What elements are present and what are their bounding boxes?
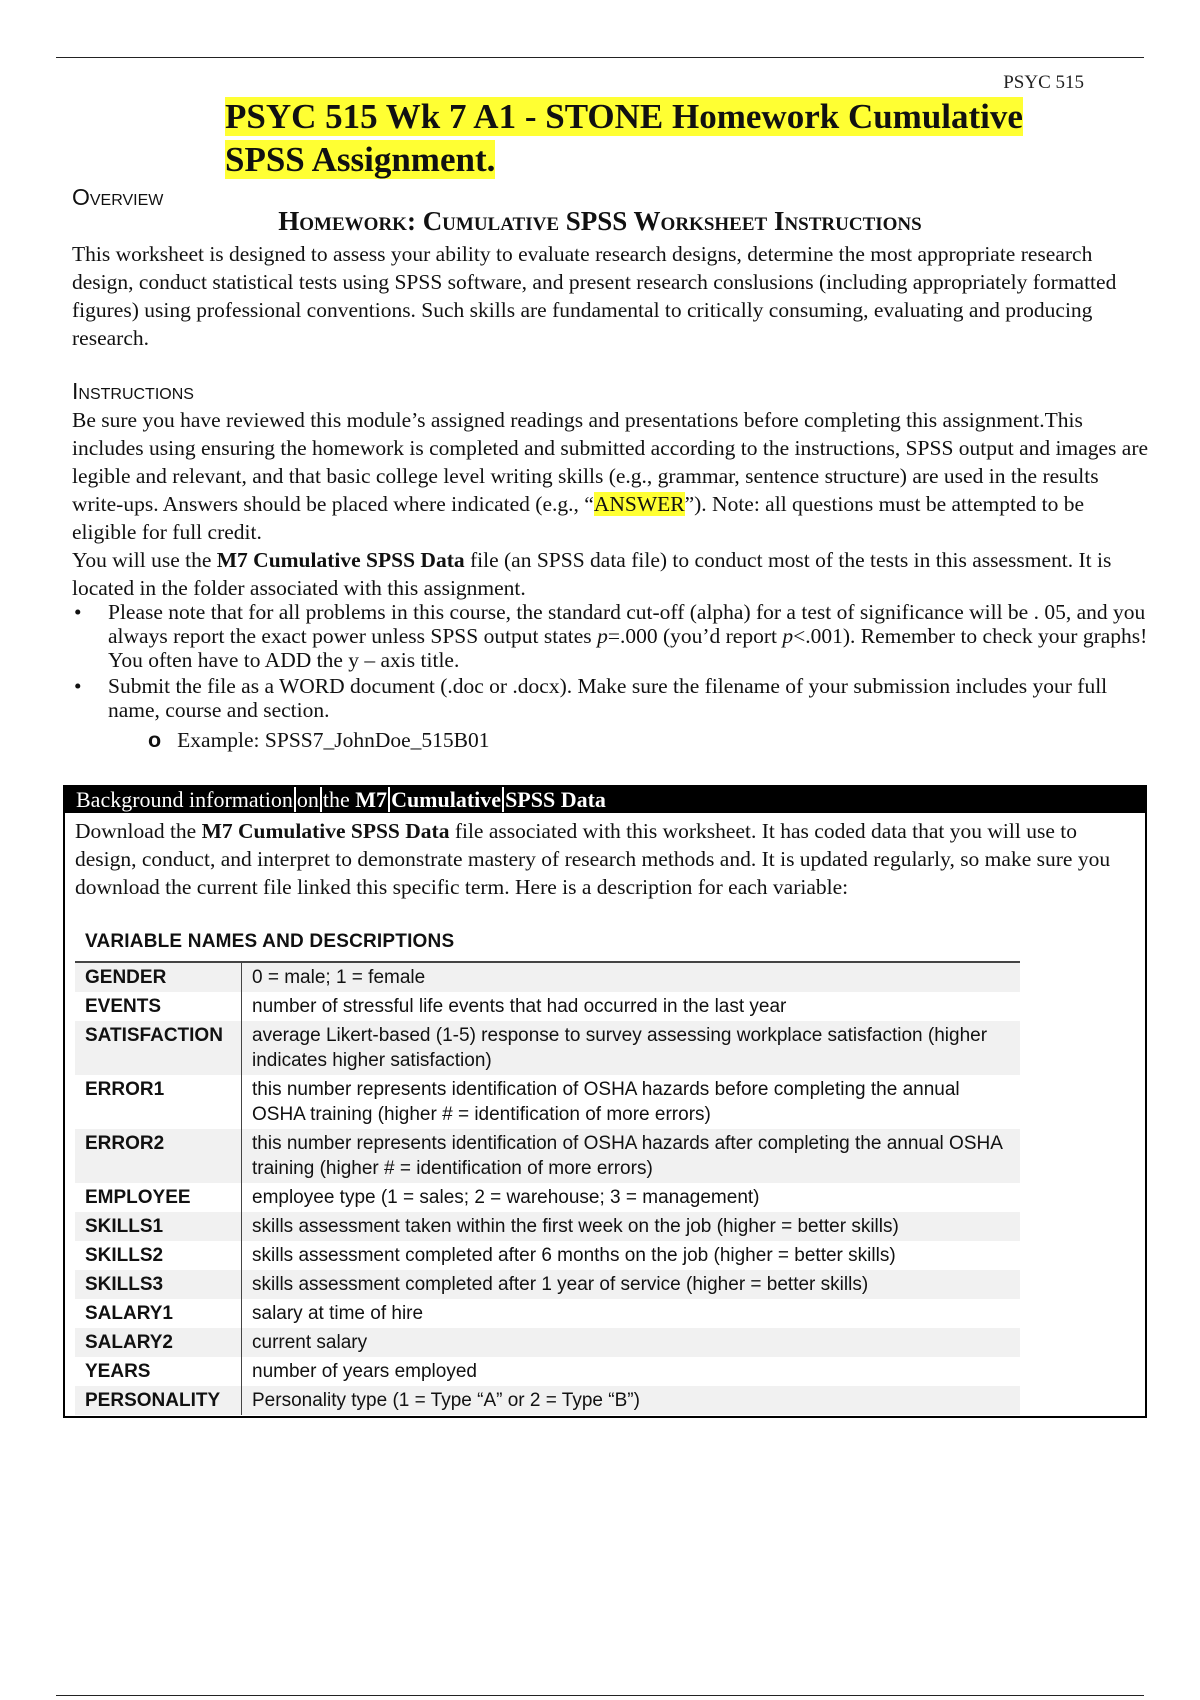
table-row [75,1328,1020,1357]
variable-description: this number represents identification of OSHA hazards after completing the annual OSHA training (higher # = identification of more errors) [242,1129,1021,1183]
m7-data-name: M7 Cumulative SPSS Data [216,548,465,572]
title-line-1: PSYC 515 Wk 7 A1 - STONE Homework Cumulative [225,97,1023,136]
bullet-alpha-text-3: <.001). Remember to check your graphs! You often have to ADD the y – axis title. [108,624,1148,672]
bullet-submit [72,674,1152,722]
bullet-alpha-text-1: Please note that for all problems in this course, the standard cut-off (alpha) for a test of significance will be . 05, and you always report the exact power unless SPSS output states [108,600,1146,648]
table-row [75,1299,1020,1328]
table-row [75,1212,1020,1241]
variable-description: salary at time of hire [252,1303,424,1324]
variable-description: current salary [242,1328,1021,1357]
variable-name: YEARS [75,1357,242,1386]
instructions-paragraph [72,406,1152,546]
top-rule [56,57,1144,58]
table-row [75,1021,1020,1075]
table-row [75,962,1020,992]
variable-name: SATISFACTION [75,1021,242,1075]
variable-name: SKILLS1 [75,1212,242,1241]
variable-description: 0 = male; 1 = female [242,962,1021,992]
variable-description: skills assessment completed after 1 year of service (higher = better skills) [242,1270,1021,1299]
example-filename: Example: SPSS7_JohnDoe_515B01 [177,728,490,752]
running-header: PSYC 515 [1003,72,1084,93]
overview-heading: Overview [72,184,164,210]
background-info-text [65,813,1145,901]
bullet-dot-icon: • [74,674,82,698]
table-row [75,1075,1020,1129]
instructions-heading: Instructions [72,378,194,404]
worksheet-subtitle: Homework: Cumulative SPSS Worksheet Instructions [278,206,922,236]
variables-table [75,961,1020,1415]
bullet-submit-text: Submit the file as a WORD document (.doc or .docx). Make sure the filename of your submission includes your full name, course and section. [108,674,1108,722]
table-row [75,1357,1020,1386]
table-row [75,1183,1020,1212]
overview-paragraph: This worksheet is designed to assess your ability to evaluate research designs, determine the most appropriate research design, conduct statistical tests using SPSS software, and present research conslusions (including appropriately formatted figures) using professional conventions. Such skills are fundamental to critically consuming, evaluating and producing research. [72,242,1117,350]
variable-name: ERROR1 [75,1075,242,1129]
background-text-start: Download the [75,819,202,843]
p-symbol-2: p [782,624,794,648]
document-title [225,95,1105,181]
header-segment-text: the [322,787,356,812]
circle-bullet-icon: o [148,728,162,752]
variable-name: SALARY1 [75,1299,242,1328]
p-symbol: p [597,624,608,648]
variable-description: employee type (1 = sales; 2 = warehouse; 3 = management) [252,1187,760,1208]
instructions-text-end: ”). Note: all questions must be attempted to be eligible for full credit. [72,492,1085,544]
table-row [75,1241,1020,1270]
variable-description: skills assessment taken within the first week on the job (higher = better skills) [242,1212,1021,1241]
variable-name: ERROR2 [75,1129,242,1183]
variables-table-title: VARIABLE NAMES AND DESCRIPTIONS [85,931,455,952]
header-segment: Background information [76,787,293,812]
title-line-2: SPSS Assignment. [225,140,496,179]
table-row [75,1270,1020,1299]
background-info-header [65,787,1145,813]
m7-data-paragraph [72,546,1152,602]
variable-name: GENDER [75,962,242,992]
variable-name: SALARY2 [75,1328,242,1357]
table-row [75,992,1020,1021]
variable-description: number of stressful life events that had occurred in the last year [252,996,787,1017]
header-segment [502,787,607,812]
bullet-alpha-text-2: =.000 (you’d report [607,624,783,648]
variable-name: EVENTS [75,992,242,1021]
bullet-alpha [72,600,1152,672]
variable-name: EMPLOYEE [75,1183,242,1212]
variable-description: average Likert-based (1-5) response to survey assessing workplace satisfaction (higher indicates higher satisfaction) [242,1021,1021,1075]
bullet-dot-icon: • [74,600,82,624]
variable-name: SKILLS3 [75,1270,242,1299]
header-segment-bold: SPSS Data [505,787,606,812]
table-row [75,1386,1020,1415]
background-data-name: M7 Cumulative SPSS Data [201,819,450,843]
header-segment-bold: Cumulative [391,787,502,812]
header-segment-bold: M7 [355,787,388,812]
header-segment [320,787,388,812]
header-segment [388,787,502,812]
table-row [75,1129,1020,1183]
header-segment: on [294,787,320,812]
m7-text-start: You will use the [72,548,217,572]
instructions-text: Be sure you have reviewed this module’s assigned readings and presentations before completing this assignment.This includes using ensuring the homework is completed and submitted according to the instructions, SPSS output and images are legible and relevant, and that basic college level writing skills (e.g., grammar, sentence structure) are used in the results write-ups. Answers should be placed where indicated (e.g., “ [72,408,1149,516]
example-sub-bullet [148,728,490,753]
variable-name: PERSONALITY [75,1386,242,1415]
background-text-end: file associated with this worksheet. It has coded data that you will use to design, conduct, and interpret to demonstrate mastery of research methods and. It is updated regularly, so make sure you download the current file linked this specific term. Here is a description for each variable: [75,819,1111,899]
instruction-bullets [72,600,1152,724]
variable-description: skills assessment completed after 6 months on the job (higher = better skills) [252,1245,896,1266]
answer-highlight: ANSWER [593,492,685,516]
bottom-rule [56,1695,1144,1696]
variable-description: number of years employed [252,1361,477,1382]
variable-description: this number represents identification of OSHA hazards before completing the annual OSHA training (higher # = identification of more errors) [252,1079,960,1125]
variable-description: Personality type (1 = Type “A” or 2 = Type “B”) [242,1386,1021,1415]
background-info-box [63,785,1147,1418]
m7-text-end: file (an SPSS data file) to conduct most of the tests in this assessment. It is located in the folder associated with this assignment. [72,548,1112,600]
variable-name: SKILLS2 [75,1241,242,1270]
